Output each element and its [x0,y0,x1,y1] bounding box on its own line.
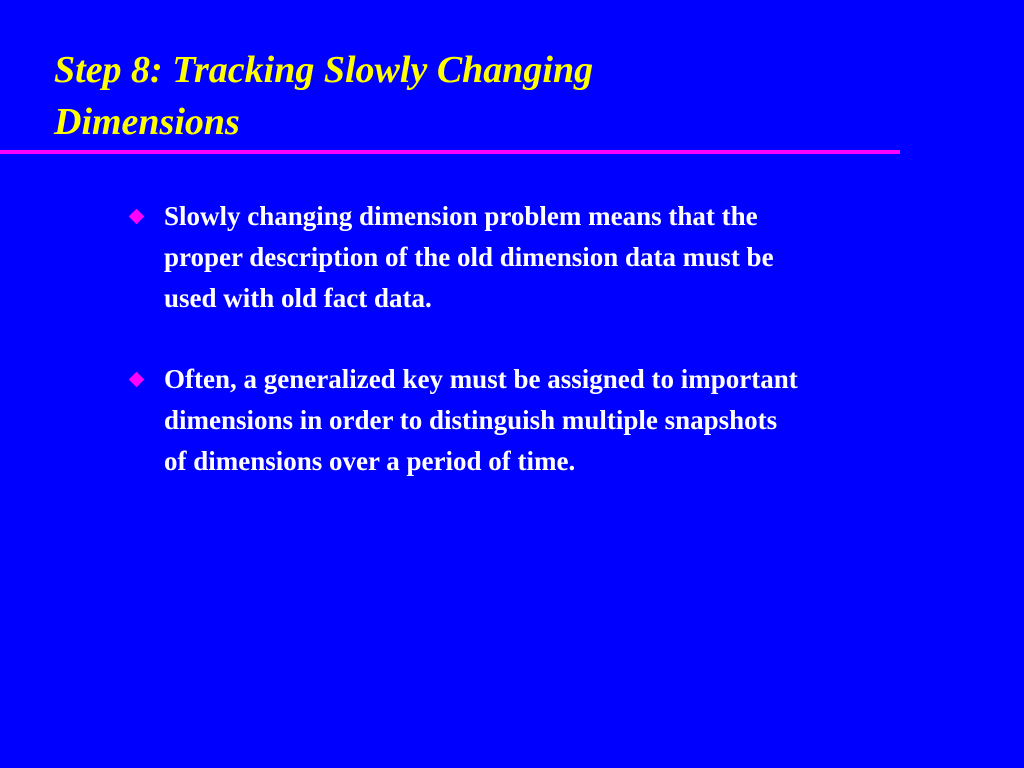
bullet-list [128,196,978,522]
diamond-bullet-shape [129,371,145,387]
bullet-text-line: used with old fact data. [164,283,432,313]
diamond-bullet-icon [128,196,164,236]
bullet-text-line: Often, a generalized key must be assigned to important [164,364,798,394]
slide-title-line-2: Dimensions [54,101,240,143]
bullet-text [164,196,974,319]
bullet-item [128,359,978,482]
slide-title-line-1: Step 8: Tracking Slowly Changing [54,49,594,91]
title-divider [0,150,900,154]
bullet-text-line: proper description of the old dimension data must be [164,242,774,272]
bullet-text [164,359,974,482]
diamond-bullet-icon [128,359,164,399]
slide-title [54,44,814,148]
bullet-text-line: Slowly changing dimension problem means that the [164,201,758,231]
bullet-text-line: of dimensions over a period of time. [164,446,576,476]
bullet-text-line: dimensions in order to distinguish multiple snapshots [164,405,778,435]
bullet-item [128,196,978,319]
diamond-bullet-shape [129,208,145,224]
